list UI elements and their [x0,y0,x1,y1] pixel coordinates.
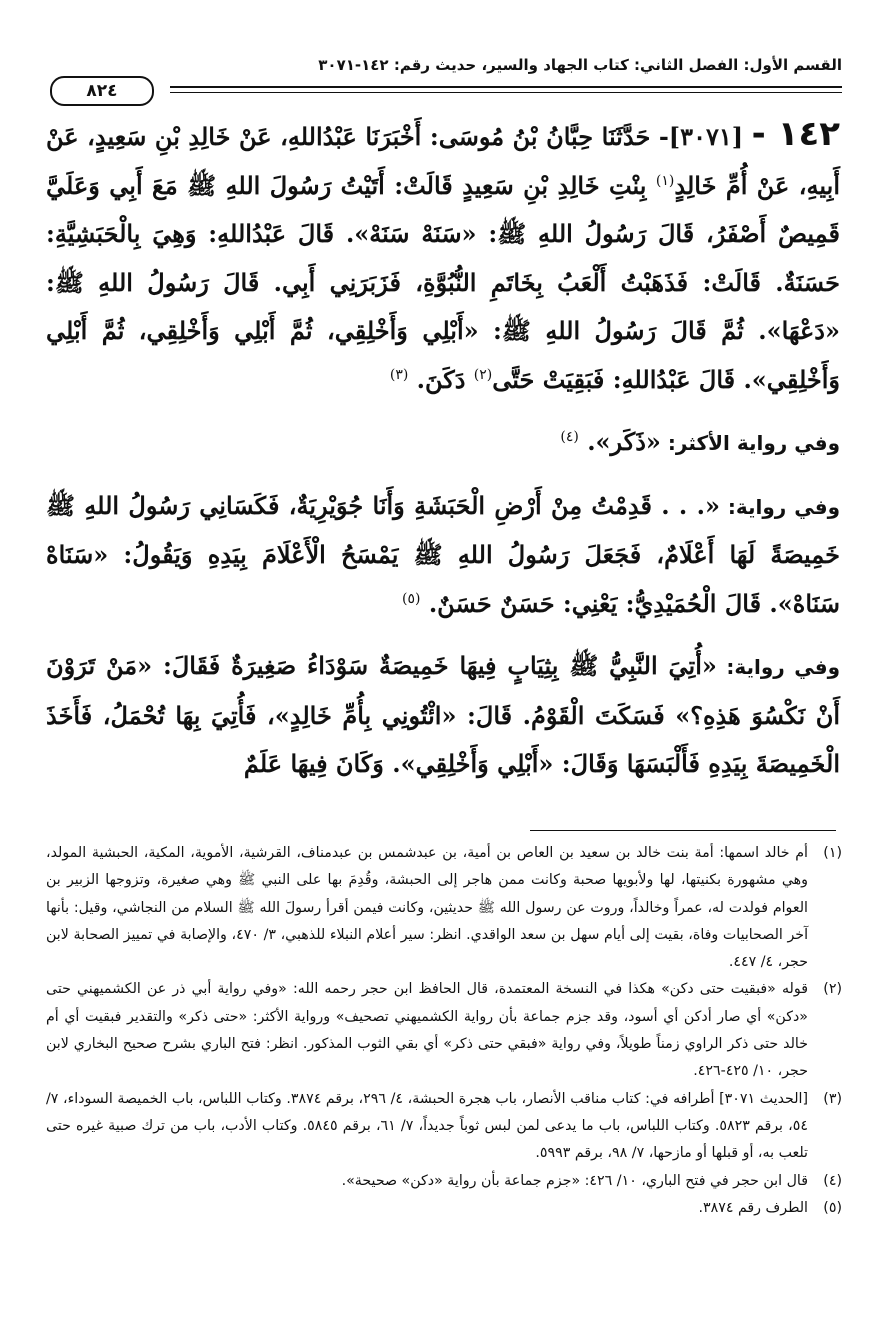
variant-1-text: «ذَكَر». [587,427,661,456]
footnote-number: (٤) [823,1172,842,1189]
footnote-text: [الحديث ٣٠٧١] أطرافه في: كتاب مناقب الأنصار، باب هجرة الحبشة، ٤/ ٢٩٦، برقم ٣٨٧٤. وكتاب اللباس، باب الخميصة السوداء، ٧/ ٥٤، برقم ٥٨٢٣. وكتاب اللباس، باب ما يدعى لمن لبس ثوباً جديداً، ٧/ ٦١، برقم ٥٨٤٥. وكتاب الأدب، باب من ترك صبية غيره حتى تلعب به، أو قبلها أو مازحها، ٧/ ٩٨، برقم ٥٩٩٣. [46,1090,808,1162]
hadith-text-part-2: بِنْتِ خَالِدِ بْنِ سَعِيدٍ قَالَتْ: أَتَيْتُ رَسُولَ اللهِ ﷺ مَعَ أَبِي وَعَلَيَّ قَمِيصٌ أَصْفَرُ، قَالَ رَسُولُ اللهِ ﷺ: «سَنَهْ سَنَهْ». قَالَ عَبْدُاللهِ: وَهِيَ بِالْحَبَشِيَّةِ: حَسَنَةٌ. قَالَتْ: فَذَهَبْتُ أَلْعَبُ بِخَاتَمِ النُّبُوَّةِ، فَزَبَرَنِي أَبِي. قَالَ رَسُولُ اللهِ ﷺ: «دَعْهَا». ثُمَّ قَالَ رَسُولُ اللهِ ﷺ: «أَبْلِي وَأَخْلِقِي، ثُمَّ أَبْلِي وَأَخْلِقِي، ثُمَّ أَبْلِي وَأَخْلِقِي». قَالَ عَبْدُاللهِ: فَبَقِيَتْ حَتَّى [46,170,840,394]
footnote [46,976,842,1085]
footnote-marker-2[interactable]: (٢) [473,366,493,383]
footnote-marker-3[interactable]: (٣) [389,366,409,383]
footnote-number: (١) [823,845,842,861]
footnote-marker-1[interactable]: (١) [655,172,675,189]
hadith-number: ١٤٢ - [751,114,841,154]
header-rule [170,86,842,88]
hadith-text-part-3: دَكَنَ. [416,364,466,394]
variant-2 [46,482,840,629]
footnote [46,1168,842,1195]
footnote-marker-4[interactable]: (٤) [560,429,579,445]
footnote-marker-5[interactable]: (٥) [401,590,421,607]
footnote-number: (٣) [823,1090,842,1107]
footnotes [46,840,842,1222]
variant-2-lead: وفي رواية: [719,494,841,519]
hadith-reference: [٣٠٧١]- [650,122,744,151]
footnote-separator [530,830,836,831]
hadith-text-part-1: حَدَّثَنَا حِبَّانُ بْنُ مُوسَى: أَخْبَرَنَا عَبْدُاللهِ، عَنْ خَالِدِ بْنِ سَعِيدٍ، عَنْ أَبِيهِ، عَنْ أُمِّ خَالِدٍ [46,122,840,200]
variant-1-lead: وفي رواية الأكثر: [660,431,840,455]
footnote-number: (٥) [823,1199,842,1216]
footnote-text: الطرف رقم ٣٨٧٤. [698,1199,808,1216]
variant-3 [46,642,840,789]
footnote-text: قوله «فبقيت حتى دكن» هكذا في النسخة المعتمدة، قال الحافظ ابن حجر رحمه الله: «وفي رواية أبي ذر عن الكشميهني حتى «دكن» أي صار أدكن أي أسود، وقد جزم جماعة بأن رواية الكشميهني تصحيف» ورواية الأكثر: «حتى ذكر» والتقدير فبقيت أي أم خالد حتى ذكر الراوي زمناً طويلاً، وفي رواية «فبقي حتى ذكر» أي بقي الثوب المذكور. انظر: فتح الباري بشرح صحيح البخاري لابن حجر، ١٠/ ٤٢٥-٤٢٦. [46,981,808,1080]
variant-3-text: «أُتِيَ النَّبِيُّ ﷺ بِثِيَابٍ فِيهَا خَمِيصَةٌ سَوْدَاءُ صَغِيرَةٌ فَقَالَ: «مَنْ تَرَوْنَ أَنْ نَكْسُوَ هَذِهِ؟» فَسَكَتَ الْقَوْمُ. قَالَ: «ائْتُونِي بِأُمِّ خَالِدٍ»، فَأُتِيَ بِهَا تُحْمَلُ، فَأَخَذَ الْخَمِيصَةَ بِيَدِهِ فَأَلْبَسَهَا وَقَالَ: «أَبْلِي وَأَخْلِقِي». وَكَانَ فِيهَا عَلَمٌ [46,651,840,778]
footnote-number: (٢) [823,981,842,998]
variant-2-text: «. . . قَدِمْتُ مِنْ أَرْضِ الْحَبَشَةِ وَأَنَا جُوَيْرِيَةٌ، فَكَسَانِي رَسُولُ اللهِ ﷺ خَمِيصَةً لَهَا أَعْلَامٌ، فَجَعَلَ رَسُولُ اللهِ ﷺ يَمْسَحُ الْأَعْلَامَ بِيَدِهِ وَيَقُولُ: «سَنَاهْ سَنَاهْ». قَالَ الْحُمَيْدِيُّ: يَعْنِي: حَسَنٌ حَسَنٌ. [46,490,840,618]
running-header: القسم الأول: الفصل الثاني: كتاب الجهاد والسير، حديث رقم: ١٤٢-٣٠٧١ [318,56,842,74]
footnote-text: قال ابن حجر في فتح الباري، ١٠/ ٤٢٦: «جزم جماعة بأن رواية «دكن» صحيحة». [341,1172,808,1189]
hadith-paragraph [46,110,840,404]
variant-1 [46,418,840,468]
footnote-text: أم خالد اسمها: أمة بنت خالد بن سعيد بن العاص بن أمية، بن عبدشمس بن عبدمناف، القرشية، الأموية، المكية، الحبشية المولد، وهي مشهورة بكنيتها، لها ولأبويها صحبة وكانت ممن هاجر إلى الحبشة، وقُدِمَ بها على النبي ﷺ وهي صغيرة، وتزوجها الزبير بن العوام فولدت له، عمراً وخالداً، وروت عن رسول الله ﷺ حديثين، وكانت فيمن أقرأ رسولَ الله ﷺ السلام من النجاشي، وقيل: بأنها آخر الصحابيات وفاة، بقيت إلى أيام سهل بن سعد الواقدي. انظر: سير أعلام النبلاء للذهبي، ٣/ ٤٧٠، والإصابة في تمييز الصحابة لابن حجر، ٤/ ٤٤٧. [46,845,809,971]
footnote [46,1195,842,1222]
variant-3-lead: وفي رواية: [716,655,841,679]
header-rule-thin [170,92,842,93]
footnote [46,840,842,976]
footnote [46,1086,842,1168]
page-number: ٨٢٤ [50,76,154,106]
hadith-body [46,110,840,789]
